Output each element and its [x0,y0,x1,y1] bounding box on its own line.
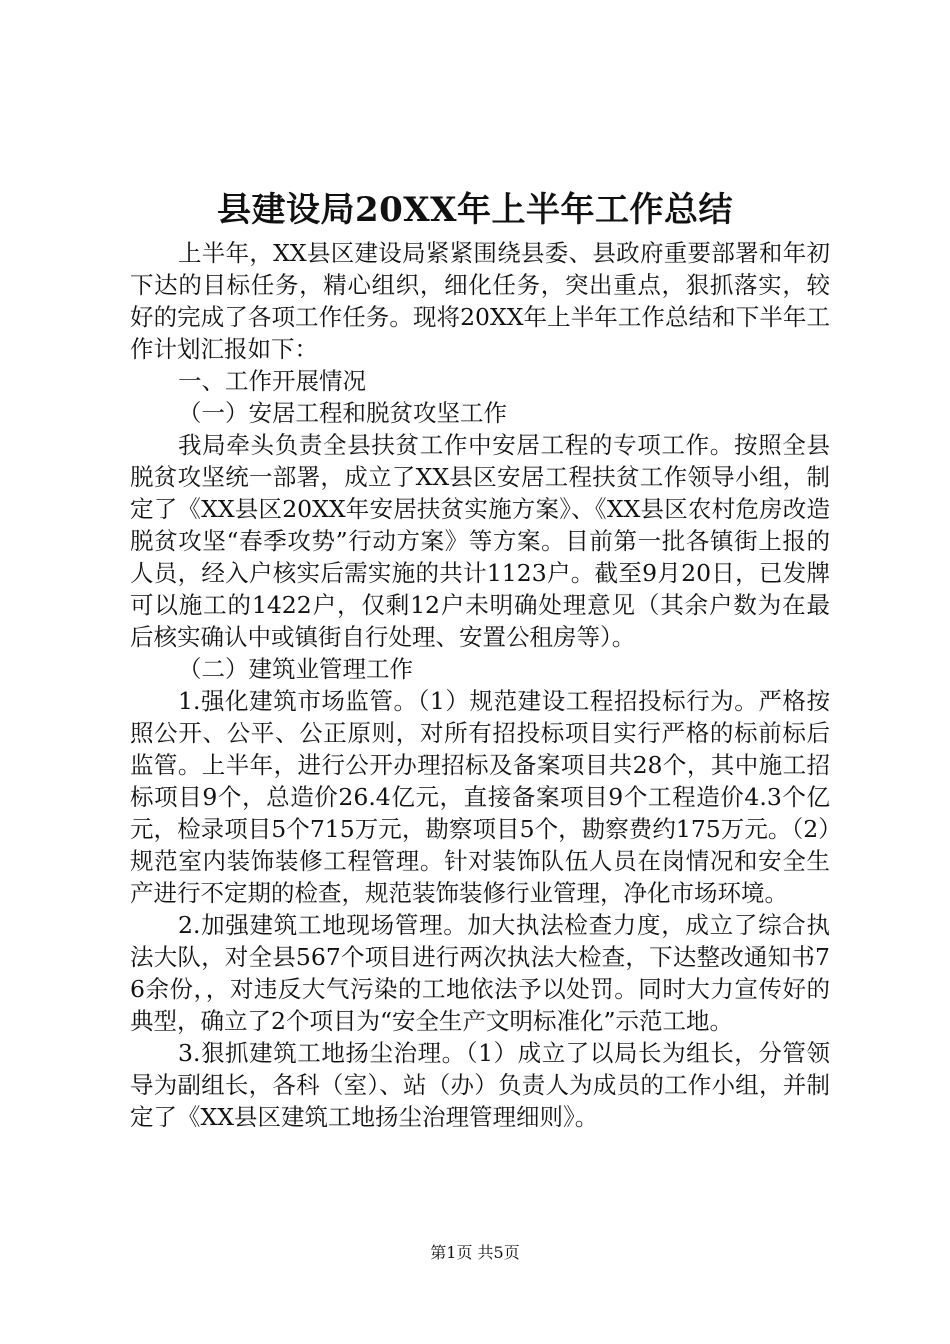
paragraph-site-management: 2.加强建筑工地现场管理。加大执法检查力度，成立了综合执法大队，对全县567个项目进行两次执法大检查，下达整改通知书76余份，，对违反大气污染的工地依法予以处罚。同时大力宣传好的典型，确立了2个项目为“安全生产文明标准化”示范工地。 [130,911,830,1035]
page-number-footer: 第1页 共5页 [430,1243,520,1262]
section-heading-1: 一、工作开展情况 [178,367,366,395]
subsection-heading-2: （二）建筑业管理工作 [178,655,413,683]
paragraph-dust-control: 3.狠抓建筑工地扬尘治理。（1）成立了以局长为组长，分管领导为副组长，各科（室）、站（办）负责人为成员的工作小组，并制定了《XX县区建筑工地扬尘治理管理细则》。 [130,1039,830,1131]
paragraph-housing: 我局牵头负责全县扶贫工作中安居工程的专项工作。按照全县脱贫攻坚统一部署，成立了XX县区安居工程扶贫工作领导小组，制定了《XX县区20XX年安居扶贫实施方案》、《XX县区农村危房改造脱贫攻坚“春季攻势”行动方案》等方案。目前第一批各镇街上报的人员，经入户核实后需实施的共计1123户。截至9月20日，已发牌可以施工的1422户，仅剩12户未明确处理意见（其余户数为在最后核实确认中或镇街自行处理、安置公租房等）。 [130,431,830,651]
paragraph-intro: 上半年，XX县区建设局紧紧围绕县委、县政府重要部署和年初下达的目标任务，精心组织，细化任务，突出重点，狠抓落实，较好的完成了各项工作任务。现将20XX年上半年工作总结和下半年工作计划汇报如下： [130,239,830,363]
document-body [130,237,830,1133]
paragraph-market-supervision: 1.强化建筑市场监管。（1）规范建设工程招投标行为。严格按照公开、公平、公正原则，对所有招投标项目实行严格的标前标后监管。上半年，进行公开办理招标及备案项目共28个，其中施工招标项目9个，总造价26.4亿元，直接备案项目9个工程造价4.3个亿元，检录项目5个715万元，勘察项目5个，勘察费约175万元。（2）规范室内装饰装修工程管理。针对装饰队伍人员在岗情况和安全生产进行不定期的检查，规范装饰装修行业管理，净化市场环境。 [130,687,830,907]
document-title: 县建设局20XX年上半年工作总结 [216,190,734,230]
subsection-heading-1: （一）安居工程和脱贫攻坚工作 [178,399,507,427]
